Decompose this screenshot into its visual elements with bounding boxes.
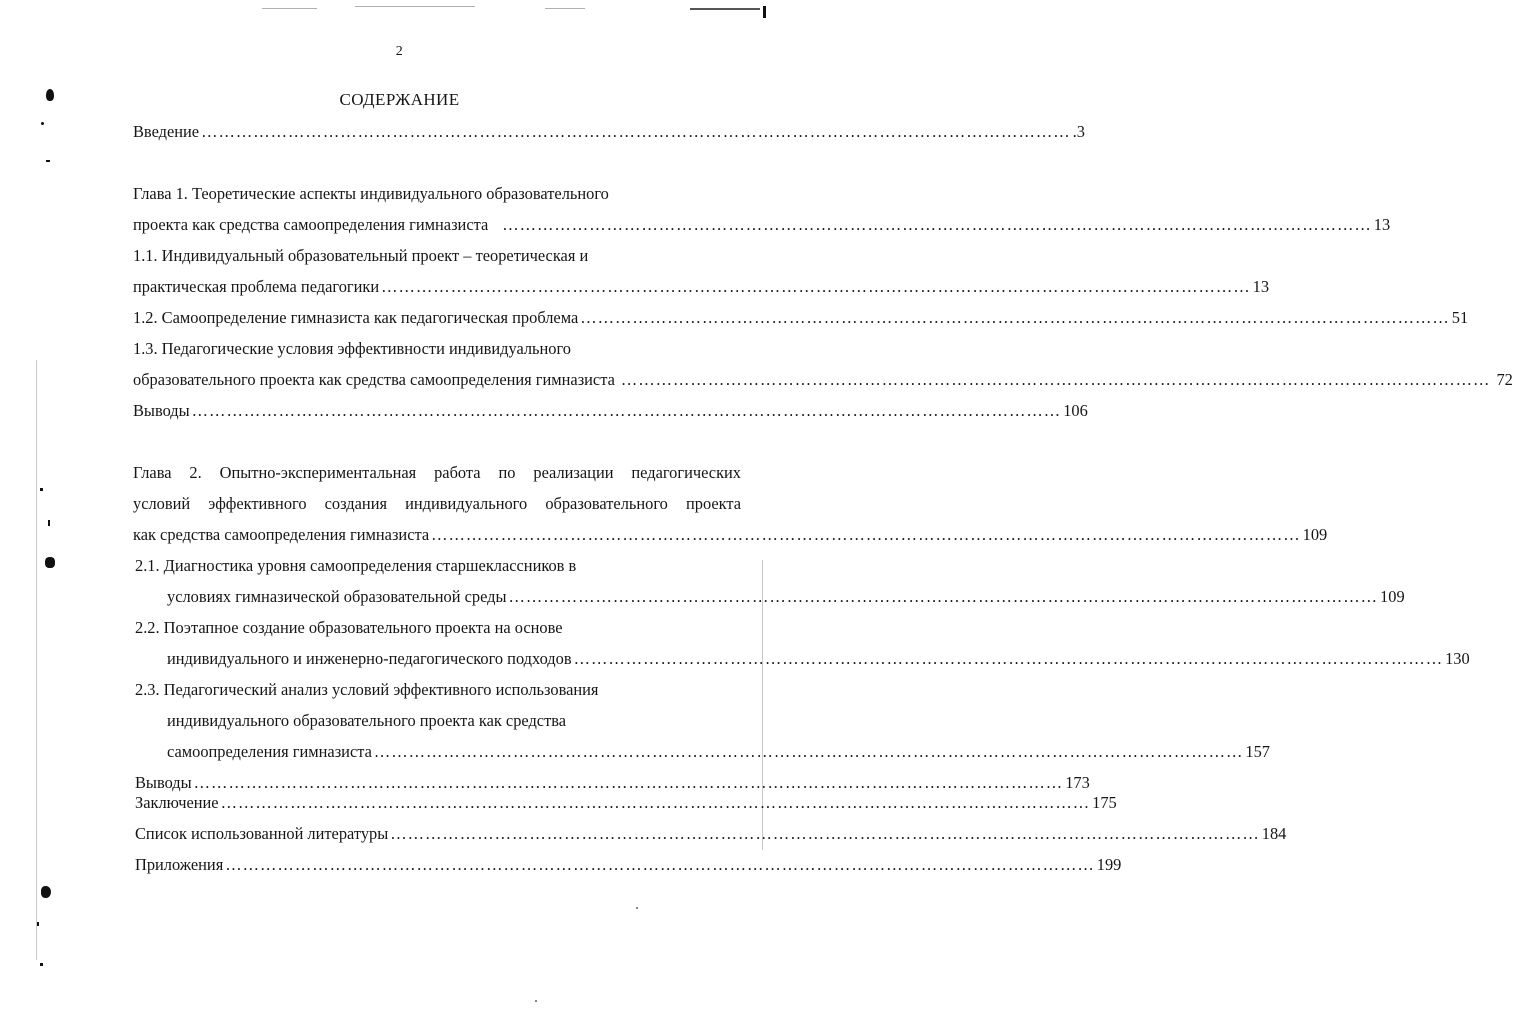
toc-entry-label: самоопределения гимназиста	[167, 742, 372, 761]
chapter-1-heading-line-1: Глава 1. Теоретические аспекты индивидуального образовательного	[133, 184, 609, 203]
toc-entry-page: 175	[1092, 793, 1117, 812]
toc-entry-label: Заключение	[135, 793, 219, 812]
dot-leader: ……………………………………………………………………………………………………………………………………	[191, 401, 1062, 420]
toc-entry-chapter-1-conclusions	[133, 401, 1088, 421]
dot-leader: ……………………………………………………………………………………………………………………………………	[201, 122, 1071, 141]
toc-entry-bibliography	[135, 824, 1287, 844]
dot-leader: ……………………………………………………………………………………………………………………………………	[373, 742, 1244, 761]
scan-speck	[40, 488, 43, 491]
scan-edge-mark	[763, 6, 766, 18]
toc-entry-label: Введение	[133, 122, 200, 141]
toc-entry-page: 173	[1065, 773, 1090, 792]
toc-entry-page: 72	[1492, 370, 1513, 389]
section-1-1-line-2	[133, 277, 1270, 297]
toc-entry-page: 157	[1245, 742, 1270, 761]
section-2-1-line-2	[167, 587, 1405, 607]
scan-speck	[535, 1000, 537, 1002]
section-2-1-line-1: 2.1. Диагностика уровня самоопределения старшеклассников в	[135, 556, 577, 575]
toc-entry-label: практическая проблема педагогики	[133, 277, 380, 296]
section-1-1-line-1: 1.1. Индивидуальный образовательный проект – теоретическая и	[133, 246, 589, 265]
dot-leader: ……………………………………………………………………………………………………………………………………	[620, 370, 1491, 389]
scan-edge-line	[690, 8, 760, 10]
toc-entry-label: 1.2. Самоопределение гимназиста как педагогическая проблема	[133, 308, 579, 327]
scan-speck	[37, 922, 39, 926]
toc-entry-page: 199	[1096, 855, 1122, 874]
toc-entry-page: 51	[1451, 308, 1469, 327]
toc-entry-page: 130	[1445, 649, 1470, 668]
dot-leader: ……………………………………………………………………………………………………………………………………	[508, 587, 1379, 606]
scan-speck	[46, 160, 50, 162]
toc-entry-label: Приложения	[135, 855, 224, 874]
scan-edge-line	[355, 6, 475, 7]
dot-leader: ……………………………………………………………………………………………………………………………………	[220, 793, 1091, 812]
binding-hole-mark	[45, 557, 55, 568]
scan-edge-line	[262, 8, 317, 9]
toc-entry-page: 13	[1252, 277, 1270, 296]
chapter-2-heading-line-2: условий эффективного создания индивидуального образовательного проекта	[133, 494, 741, 513]
scan-margin-line	[36, 360, 37, 960]
section-1-3-line-2	[133, 370, 1513, 390]
section-1-2	[133, 308, 1469, 328]
toc-entry-page: 106	[1063, 401, 1088, 420]
dot-leader: ……………………………………………………………………………………………………………………………………	[390, 824, 1260, 843]
chapter-1-heading-line-2	[133, 215, 1391, 235]
section-2-3-line-1: 2.3. Педагогический анализ условий эффективного использования	[135, 680, 599, 699]
binding-hole-mark	[41, 886, 51, 898]
dot-leader: ……………………………………………………………………………………………………………………………………	[431, 525, 1301, 544]
dot-leader: ……………………………………………………………………………………………………………………………………	[502, 215, 1372, 234]
dot-leader: ……………………………………………………………………………………………………………………………………	[225, 855, 1095, 874]
toc-entry-appendices	[135, 855, 1122, 875]
toc-entry-label: Выводы	[133, 401, 190, 420]
toc-entry-page: 13	[1373, 215, 1391, 234]
section-2-3-line-3	[167, 742, 1270, 762]
scan-speck	[41, 122, 44, 125]
scan-speck	[48, 520, 50, 526]
toc-entry-label: образовательного проекта как средства самоопределения гимназиста	[133, 370, 615, 389]
toc-entry-label: индивидуального и инженерно-педагогического подходов	[167, 649, 572, 668]
page-title: СОДЕРЖАНИЕ	[339, 90, 460, 109]
toc-entry-chapter-2-conclusions	[135, 773, 1090, 793]
dot-leader: ……………………………………………………………………………………………………………………………………	[193, 773, 1064, 792]
dot-leader: ……………………………………………………………………………………………………………………………………	[573, 649, 1444, 668]
scan-speck	[636, 907, 638, 909]
toc-entry-label: Список использованной литературы	[135, 824, 389, 843]
section-2-2-line-2	[167, 649, 1470, 669]
toc-entry-introduction	[133, 122, 1085, 142]
toc-entry-page: 184	[1261, 824, 1287, 843]
section-1-3-line-1: 1.3. Педагогические условия эффективности индивидуального	[133, 339, 571, 358]
dot-leader: ……………………………………………………………………………………………………………………………………	[580, 308, 1450, 327]
scan-edge-line	[545, 8, 585, 9]
scan-speck	[40, 963, 43, 966]
toc-entry-page: .3	[1072, 122, 1085, 141]
section-2-3-line-2: индивидуального образовательного проекта как средства	[167, 711, 567, 730]
toc-entry-page: 109	[1302, 525, 1328, 544]
chapter-2-heading-line-3	[133, 525, 1328, 545]
toc-entry-conclusion	[135, 793, 1117, 813]
dot-leader: ……………………………………………………………………………………………………………………………………	[381, 277, 1251, 296]
chapter-2-heading-line-1: Глава 2. Опытно-экспериментальная работа по реализации педагогических	[133, 463, 741, 482]
toc-entry-label: как средства самоопределения гимназиста	[133, 525, 430, 544]
toc-entry-label: условиях гимназической образовательной среды	[167, 587, 507, 606]
section-2-2-line-1: 2.2. Поэтапное создание образовательного проекта на основе	[135, 618, 563, 637]
page-number: 2	[395, 44, 404, 59]
toc-entry-label: Выводы	[135, 773, 192, 792]
toc-entry-label: проекта как средства самоопределения гимназиста	[133, 215, 489, 234]
toc-entry-page: 109	[1380, 587, 1405, 606]
